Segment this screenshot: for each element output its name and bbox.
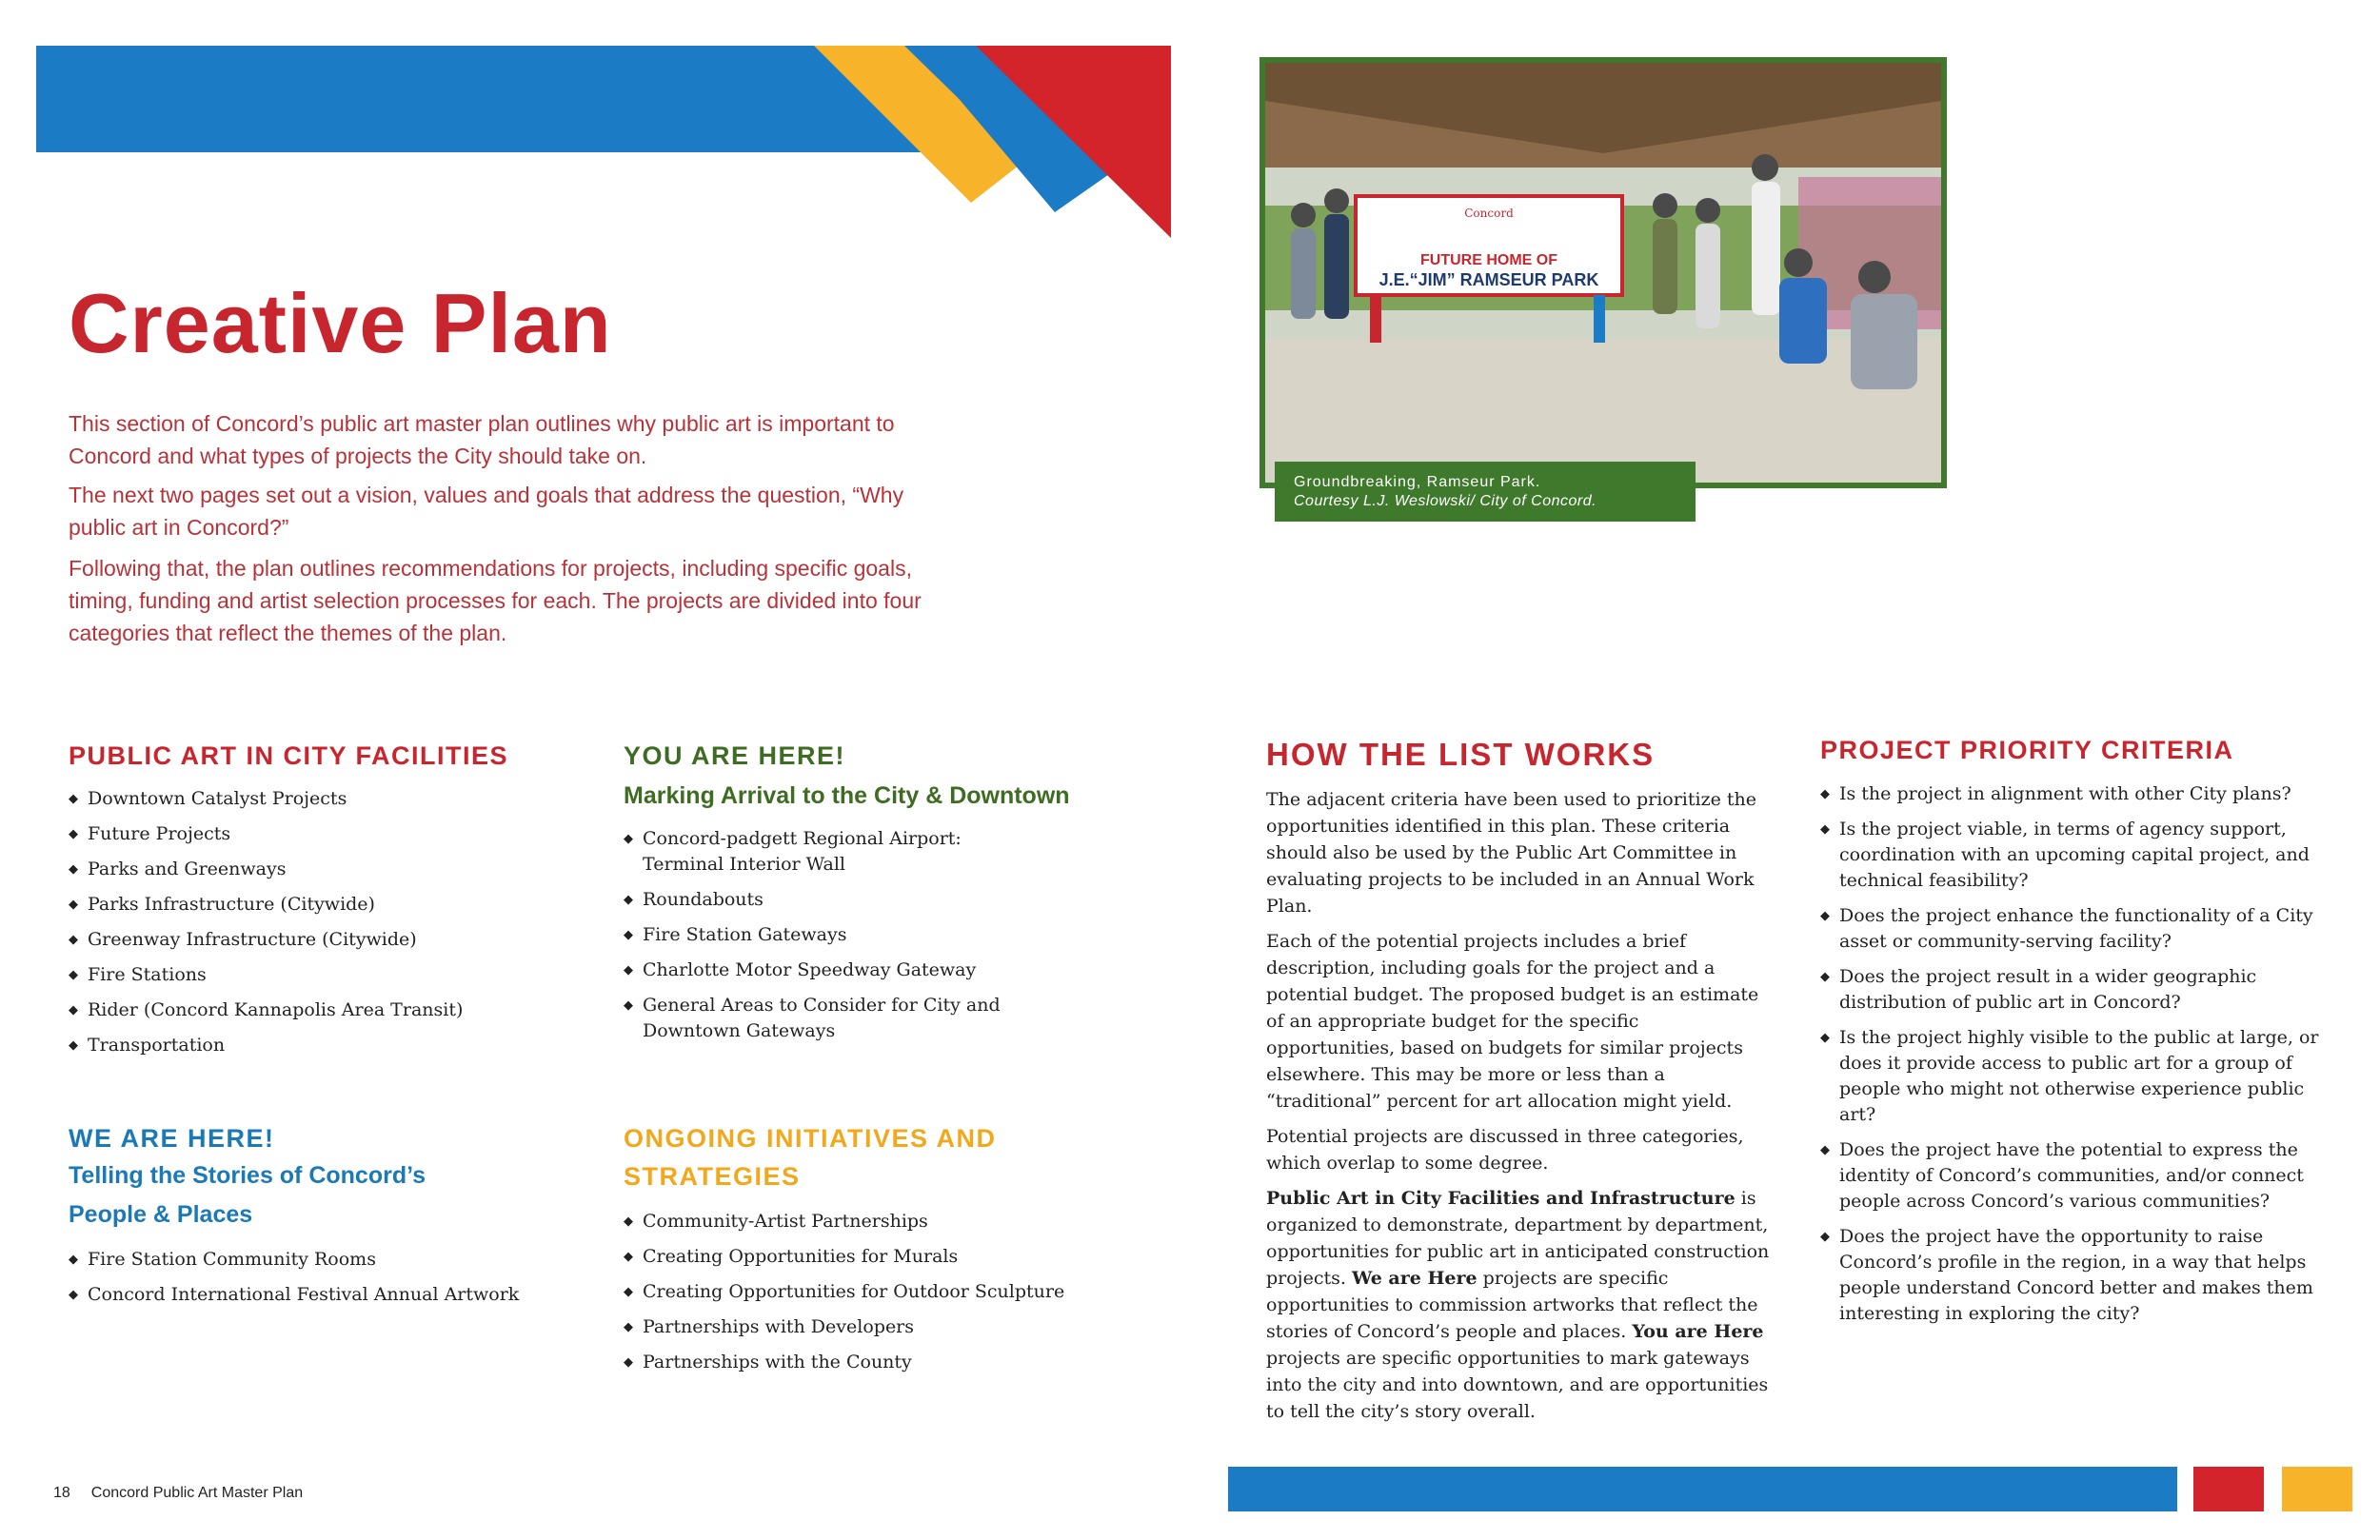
list-item: ◆ Creating Opportunities for Murals	[624, 1246, 959, 1267]
we-are-here-list	[69, 1247, 602, 1317]
list-item: ◆ Does the project have the opportunity to raise Concord’s profile in the region, in a way that helps people understand Concord better and makes them interesting in exploring the city?	[1820, 1226, 2313, 1324]
we-are-here-heading: WE ARE HERE!	[69, 1124, 275, 1153]
caption-line-1: Groundbreaking, Ramseur Park.	[1294, 474, 1541, 490]
we-are-here-subheading: Telling the Stories of Concord’s People & Places	[69, 1162, 426, 1228]
you-are-here-list	[624, 826, 1004, 1054]
caption-line-2: Courtesy L.J. Weslowski/ City of Concord.	[1294, 493, 1597, 509]
list-item: ◆ Transportation	[69, 1035, 226, 1056]
body-paragraph: Public Art in City Facilities and Infrastructure is organized to demonstrate, department by department, opportunities for public art in anticipated construction projects. We are Here projects are specific opportunities to commission artworks that reflect the stories of Concord’s people and places. You are Here projects are specific opportunities to mark gateways into the city and into downtown, and are opportunities to tell the city’s story overall.	[1266, 1188, 1770, 1422]
sign-logo: Concord	[1464, 207, 1514, 220]
header-decoration	[0, 0, 1190, 247]
list-item: ◆ Is the project in alignment with other City plans?	[1820, 783, 2291, 804]
criteria-list	[1820, 781, 2330, 1336]
list-item: ◆ Roundabouts	[624, 889, 764, 910]
list-item: ◆ Parks and Greenways	[69, 859, 287, 879]
list-item: ◆ Is the project highly visible to the public at large, or does it provide access to public art for a group of people who might not otherwise experience public art?	[1820, 1027, 2319, 1125]
list-item: ◆ Charlotte Motor Speedway Gateway	[624, 959, 977, 980]
list-item: ◆ General Areas to Consider for City and Downtown Gateways	[624, 995, 1001, 1041]
how-list-works-heading: HOW THE LIST WORKS	[1266, 737, 1656, 772]
intro-paragraph: The next two pages set out a vision, values and goals that address the question, “Why public art in Concord?”	[69, 483, 904, 540]
list-item: ◆ Does the project have the potential to express the identity of Concord’s communities, and/or connect people across Concord’s various communities?	[1820, 1139, 2304, 1212]
sign-line-1: FUTURE HOME OF	[1420, 252, 1557, 268]
list-item: ◆ Does the project enhance the functionality of a City asset or community-serving facility?	[1820, 905, 2313, 952]
groundbreaking-photo	[1265, 63, 1941, 483]
list-item: ◆ Rider (Concord Kannapolis Area Transit)	[69, 999, 464, 1020]
ongoing-heading: ONGOING INITIATIVES AND STRATEGIES	[624, 1124, 997, 1191]
body-paragraph: Potential projects are discussed in three categories, which overlap to some degree.	[1266, 1126, 1744, 1174]
list-item: ◆ Future Projects	[69, 823, 231, 844]
page-title: Creative Plan	[69, 276, 612, 370]
you-are-here-heading: YOU ARE HERE!	[624, 741, 846, 770]
list-item: ◆ Is the project viable, in terms of agency support, coordination with an upcoming capital project, and technical feasibility?	[1820, 819, 2310, 891]
list-item: ◆ Does the project result in a wider geographic distribution of public art in Concord?	[1820, 966, 2257, 1013]
list-item: ◆ Fire Stations	[69, 964, 207, 985]
photo-caption	[1275, 462, 1696, 522]
you-are-here-subheading: Marking Arrival to the City & Downtown	[624, 782, 1070, 809]
photo-frame	[1259, 57, 1947, 488]
list-item: ◆ Partnerships with the County	[624, 1352, 912, 1372]
facilities-heading: PUBLIC ART IN CITY FACILITIES	[69, 741, 509, 770]
list-item: ◆ Creating Opportunities for Outdoor Sculpture	[624, 1281, 1065, 1302]
list-item: ◆ Concord-padgett Regional Airport: Terminal Interior Wall	[624, 828, 962, 875]
list-item: ◆ Fire Station Community Rooms	[69, 1249, 376, 1270]
facilities-list	[69, 786, 602, 1068]
footer-doc-title: Concord Public Art Master Plan	[90, 1485, 304, 1501]
intro-paragraph: Following that, the plan outlines recommendations for projects, including specific goals, timing, funding and artist selection processes for each. The projects are divided into four categories that reflect the themes of the plan.	[69, 556, 922, 645]
footer-red-block	[2193, 1467, 2264, 1511]
list-item: ◆ Greenway Infrastructure (Citywide)	[69, 929, 417, 950]
list-item: ◆ Parks Infrastructure (Citywide)	[69, 894, 375, 915]
sign-line-2: J.E.“JIM” RAMSEUR PARK	[1378, 270, 1599, 289]
body-paragraph: Each of the potential projects includes a brief description, including goals for the project and a potential budget. The proposed budget is an estimate of an appropriate budget for the specific opportunities, based on budgets for similar projects elsewhere. This may be more or less than a “traditional” percent for art allocation might yield.	[1266, 931, 1759, 1112]
footer-blue-bar	[1228, 1467, 2177, 1511]
how-list-works-body	[1266, 786, 1771, 1433]
page-number: 18	[53, 1485, 70, 1501]
body-paragraph: The adjacent criteria have been used to prioritize the opportunities identified in this plan. These criteria should also be used by the Public Art Committee in evaluating projects to be included in an Annual Work Plan.	[1266, 789, 1757, 917]
criteria-heading: PROJECT PRIORITY CRITERIA	[1820, 736, 2234, 764]
ongoing-list	[624, 1209, 1157, 1385]
footer	[53, 1485, 324, 1502]
footer-gold-block	[2282, 1467, 2352, 1511]
list-item: ◆ Downtown Catalyst Projects	[69, 788, 347, 809]
list-item: ◆ Partnerships with Developers	[624, 1316, 915, 1337]
list-item: ◆ Fire Station Gateways	[624, 924, 847, 945]
intro-paragraph: This section of Concord’s public art master plan outlines why public art is important to Concord and what types of projects the City should take on.	[69, 411, 895, 468]
list-item: ◆ Concord International Festival Annual Artwork	[69, 1284, 520, 1305]
list-item: ◆ Community-Artist Partnerships	[624, 1211, 928, 1232]
